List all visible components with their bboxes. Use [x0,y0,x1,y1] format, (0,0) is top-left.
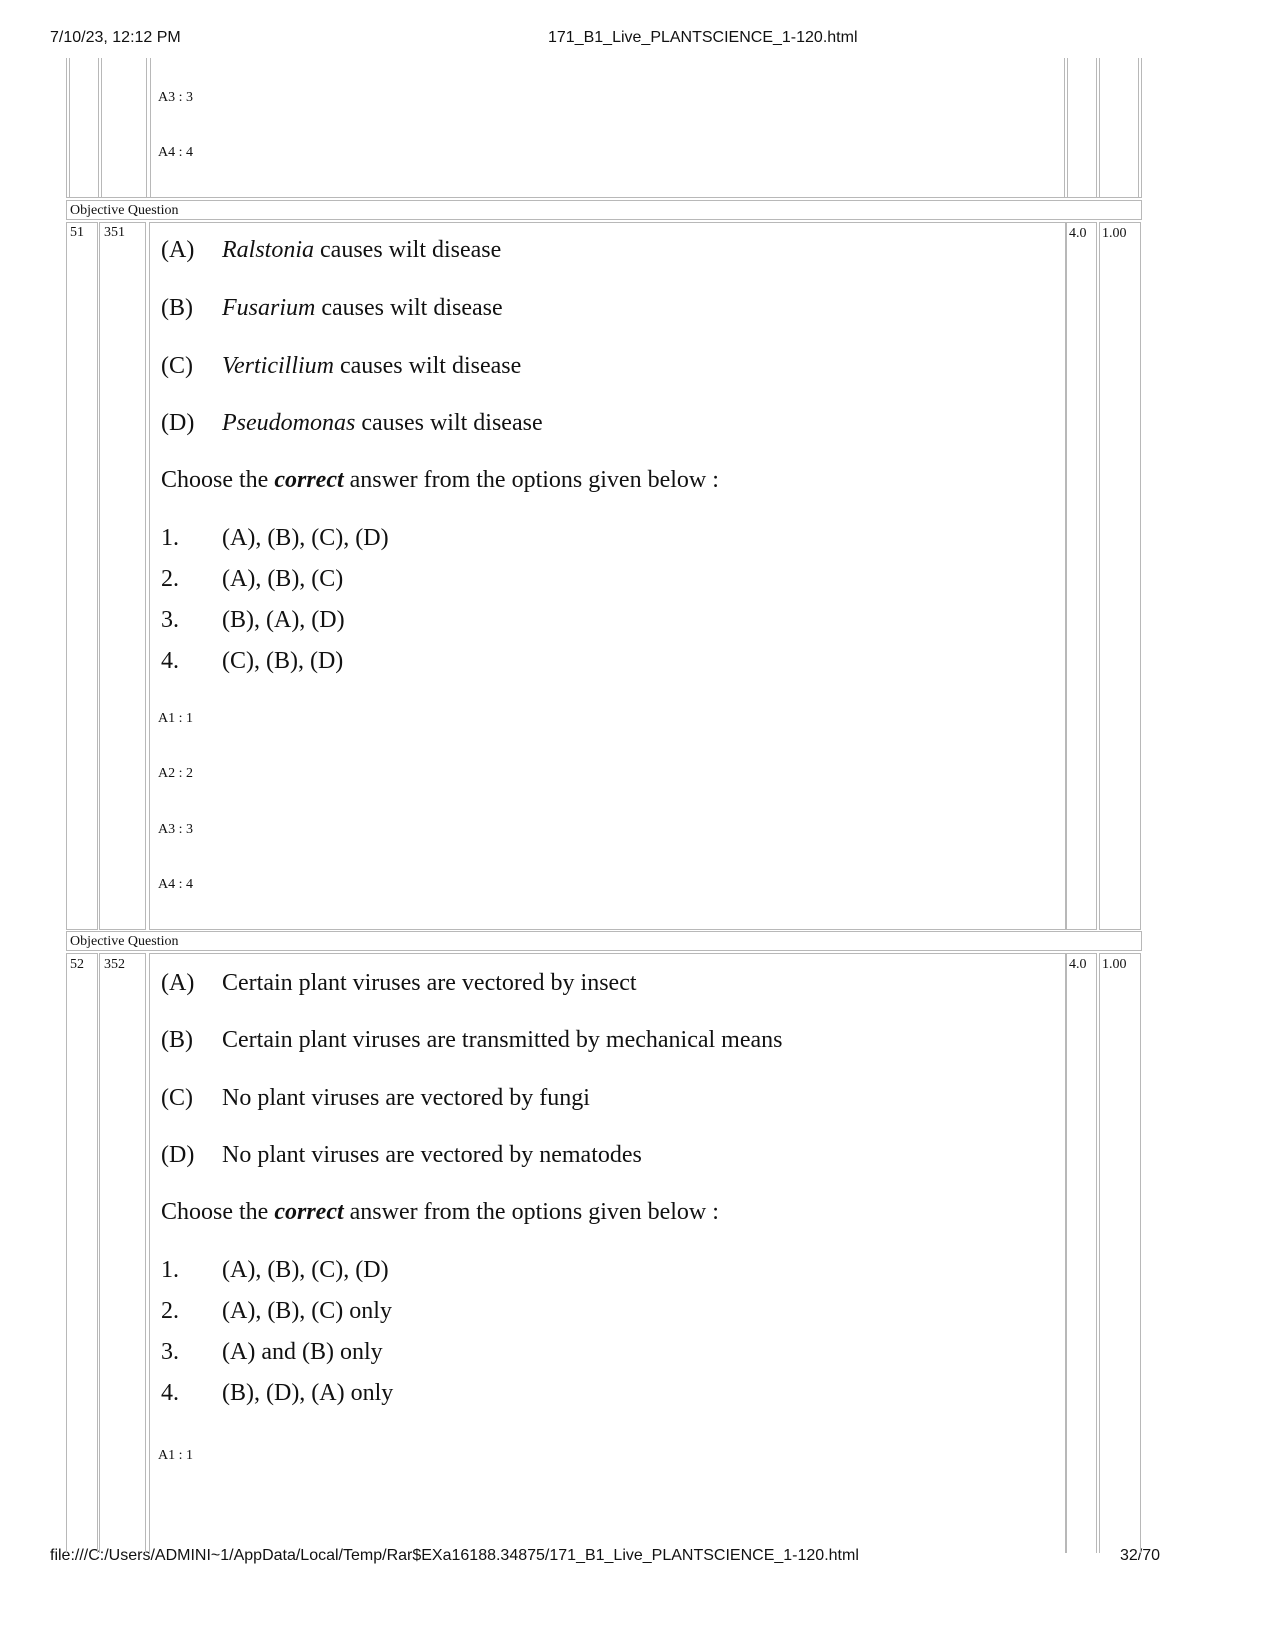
print-file-path: file:///C:/Users/ADMINI~1/AppData/Local/Temp/Rar$EXa16188.34875/171_B1_Live_PLANTSCIENCE_1-120.html [50,1547,859,1564]
statement-d: (D) Pseudomonas causes wilt disease [161,410,543,436]
statement-d: (D) No plant viruses are vectored by nematodes [161,1142,642,1168]
sno-cell [66,953,98,1553]
negative-marks: 1.00 [1102,957,1127,972]
statement-b: (B) Certain plant viruses are transmitted by mechanical means [161,1027,783,1053]
negative-marks-cell [1099,953,1141,1553]
print-datetime: 7/10/23, 12:12 PM [50,29,181,46]
statement-a: (A) Certain plant viruses are vectored by insect [161,970,637,996]
print-page-number: 32/70 [1120,1547,1161,1564]
prev-answer-4: A4 : 4 [158,145,193,160]
marks: 4.0 [1069,957,1087,972]
qid-cell [99,222,146,930]
instruction: Choose the correct answer from the options given below : [161,467,719,493]
instruction: Choose the correct answer from the options given below : [161,1199,719,1225]
option-4: 4. (C), (B), (D) [161,648,344,674]
question-type-label: Objective Question [70,934,179,949]
option-1: 1. (A), (B), (C), (D) [161,525,389,551]
question-id: 352 [104,957,125,972]
marks-cell [1066,953,1097,1553]
sno-cell [66,222,98,930]
option-4: 4. (B), (D), (A) only [161,1380,394,1406]
answer-key-1: A1 : 1 [158,711,193,726]
option-3: 3. (A) and (B) only [161,1339,383,1365]
prev-answer-3: A3 : 3 [158,90,193,105]
statement-b: (B) Fusarium causes wilt disease [161,295,503,321]
negative-marks: 1.00 [1102,226,1127,241]
option-2: 2. (A), (B), (C) only [161,1298,392,1324]
serial-number: 52 [70,957,84,972]
qid-cell [99,953,146,1553]
option-3: 3. (B), (A), (D) [161,607,345,633]
answer-key-4: A4 : 4 [158,877,193,892]
answer-key-1: A1 : 1 [158,1448,193,1463]
answer-key-2: A2 : 2 [158,766,193,781]
statement-a: (A) Ralstonia causes wilt disease [161,237,502,263]
marks: 4.0 [1069,226,1087,241]
option-1: 1. (A), (B), (C), (D) [161,1257,389,1283]
serial-number: 51 [70,225,84,240]
negative-marks-cell [1099,222,1141,930]
question-type-label: Objective Question [70,203,179,218]
marks-cell [1066,222,1097,930]
question-id: 351 [104,225,125,240]
answer-key-3: A3 : 3 [158,822,193,837]
option-2: 2. (A), (B), (C) [161,566,344,592]
print-title: 171_B1_Live_PLANTSCIENCE_1-120.html [548,29,858,46]
statement-c: (C) No plant viruses are vectored by fungi [161,1085,590,1111]
statement-c: (C) Verticillium causes wilt disease [161,353,522,379]
